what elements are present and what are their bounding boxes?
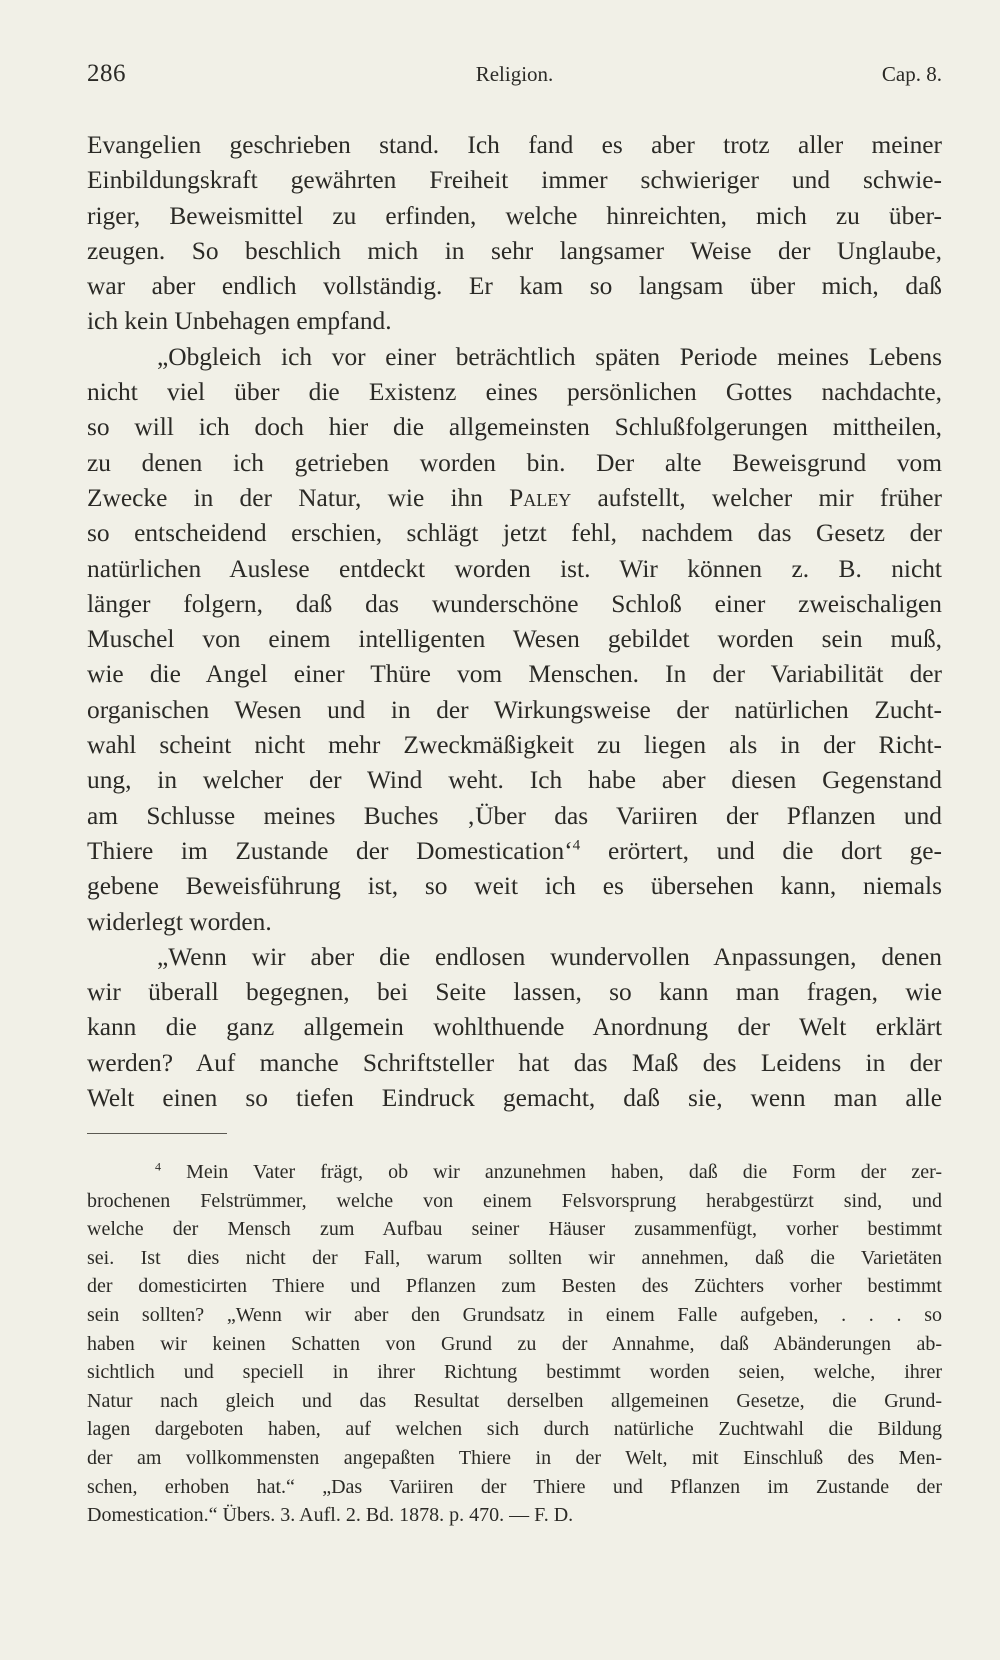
text-fragment: Mein Vater frägt, ob wir anzunehmen haben, daß die Form der zer- <box>186 1161 942 1183</box>
footnote-line: Domestication.“ Übers. 3. Aufl. 2. Bd. 1878. p. 470. — F. D. <box>87 1504 574 1527</box>
footnote-line: schen, erhoben hat.“ „Das Variiren der Thiere und Pflanzen im Zustande der <box>87 1475 942 1498</box>
text-line: „Wenn wir aber die endlosen wundervollen Anpassungen, denen <box>157 942 942 971</box>
text-line: so entscheidend erschien, schlägt jetzt fehl, nachdem das Gesetz der <box>87 519 942 548</box>
text-line: widerlegt worden. <box>87 907 272 936</box>
text-line: natürlichen Auslese entdeckt worden ist. Wir können z. B. nicht <box>87 554 942 583</box>
text-line: Evangelien geschrieben stand. Ich fand es aber trotz aller meiner <box>87 131 942 159</box>
text-line: ung, in welcher der Wind weht. Ich habe aber diesen Gegenstand <box>87 766 942 795</box>
text-line: Einbildungskraft gewährten Freiheit immer schwieriger und schwie- <box>87 166 942 195</box>
text-line: wie die Angel einer Thüre vom Menschen. In der Variabilität der <box>87 660 942 689</box>
text-line: so will ich doch hier die allgemeinsten Schlußfolgerungen mittheilen, <box>87 413 942 442</box>
footnote <box>87 1158 942 1530</box>
text-line: am Schlusse meines Buches ‚Über das Variiren der Pflanzen und <box>87 801 942 830</box>
text-line: wahl scheint nicht mehr Zweckmäßigkeit zu liegen als in der Richt- <box>87 731 942 760</box>
text-fragment: Thiere im Zustande der Domestication‘ <box>87 836 573 865</box>
text-line: „Obgleich ich vor einer beträchtlich späten Periode meines Lebens <box>157 342 942 371</box>
text-line <box>87 481 942 516</box>
footnote-divider <box>87 1133 227 1134</box>
chapter-label: Cap. 8. <box>881 62 942 86</box>
text-fragment: Zwecke in der Natur, wie ihn <box>87 483 483 512</box>
footnote-line <box>87 1158 942 1187</box>
page-number: 286 <box>87 60 126 87</box>
footnote-reference[interactable]: 4 <box>572 836 581 854</box>
text-line: zu denen ich getrieben worden bin. Der alte Beweisgrund vom <box>87 448 942 477</box>
footnote-line: welche der Mensch zum Aufbau seiner Häuser zusammenfügt, vorher bestimmt <box>87 1218 942 1241</box>
text-fragment: aufstellt, welcher mir früher <box>597 483 942 512</box>
text-line: zeugen. So beschlich mich in sehr langsamer Weise der Unglaube, <box>87 236 942 265</box>
footnote-line: brochenen Felstrümmer, welche von einem Felsvorsprung herabgestürzt sind, und <box>87 1189 942 1212</box>
text-fragment: erörtert, und die dort ge- <box>607 836 942 865</box>
running-title: Religion. <box>475 62 554 86</box>
text-line: Welt einen so tiefen Eindruck gemacht, daß sie, wenn man alle <box>87 1084 942 1113</box>
footnote-line: sei. Ist dies nicht der Fall, warum sollten wir annehmen, daß die Varietäten <box>87 1246 942 1269</box>
text-line: gebene Beweisführung ist, so weit ich es übersehen kann, niemals <box>87 872 942 901</box>
text-line: riger, Beweismittel zu erfinden, welche hinreichten, mich zu über- <box>87 201 942 230</box>
footnote-line: sichtlich und speciell in ihrer Richtung bestimmt worden seien, welche, ihrer <box>87 1361 942 1384</box>
text-line: organischen Wesen und in der Wirkungsweise der natürlichen Zucht- <box>87 695 942 724</box>
main-text <box>87 128 942 1116</box>
footnote-line: der domesticirten Thiere und Pflanzen zum Besten des Züchters vorher bestimmt <box>87 1275 942 1298</box>
author-name-paley: Paley <box>509 483 572 512</box>
text-line: wir überall begegnen, bei Seite lassen, so kann man fragen, wie <box>87 978 942 1007</box>
footnote-line: sein sollten? „Wenn wir aber den Grundsatz in einem Falle aufgeben, . . . so <box>87 1303 942 1326</box>
text-line: nicht viel über die Existenz eines persönlichen Gottes nachdachte, <box>87 378 942 407</box>
page-header <box>87 60 942 100</box>
text-line: länger folgern, daß das wunderschöne Schloß einer zweischaligen <box>87 589 942 618</box>
footnote-line: lagen dargeboten haben, auf welchen sich durch natürliche Zuchtwahl die Bildung <box>87 1418 942 1441</box>
text-line: war aber endlich vollständig. Er kam so langsam über mich, daß <box>87 272 942 301</box>
text-line: Muschel von einem intelligenten Wesen gebildet worden sein muß, <box>87 625 942 654</box>
footnote-line: haben wir keinen Schatten von Grund zu der Annahme, daß Abänderungen ab- <box>87 1332 942 1355</box>
text-line: kann die ganz allgemein wohlthuende Anordnung der Welt erklärt <box>87 1013 942 1042</box>
footnote-line: Natur nach gleich und das Resultat derselben allgemeinen Gesetze, die Grund- <box>87 1389 942 1412</box>
text-line: ich kein Unbehagen empfand. <box>87 307 392 336</box>
text-line <box>87 834 942 869</box>
footnote-line: der am vollkommensten angepaßten Thiere in der Welt, mit Einschluß des Men- <box>87 1446 942 1469</box>
text-line: werden? Auf manche Schriftsteller hat das Maß des Leidens in der <box>87 1048 942 1077</box>
footnote-number: 4 <box>155 1159 161 1174</box>
